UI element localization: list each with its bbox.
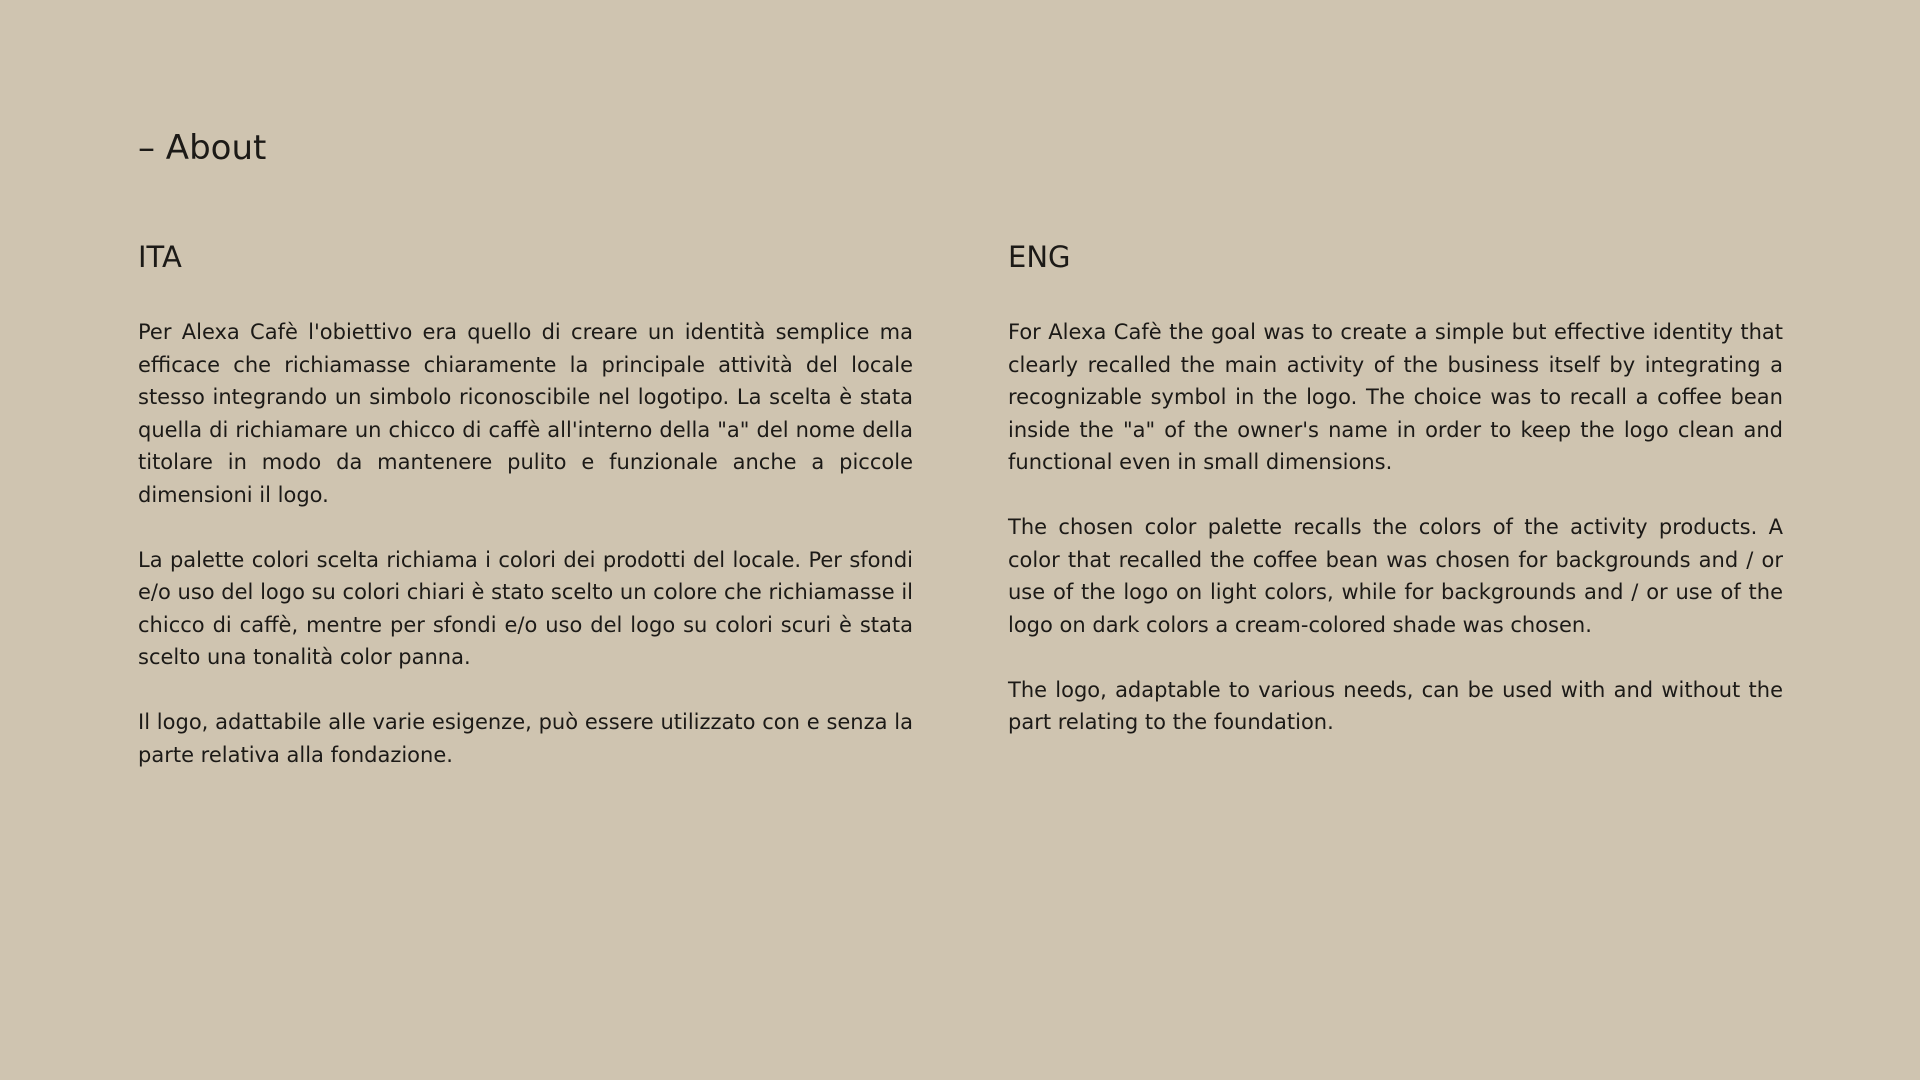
italian-paragraph-1: Per Alexa Cafè l'obiettivo era quello di creare un identità semplice ma efficace che richiamasse chiaramente la principale attività del locale stesso integrando un simbolo riconoscibile nel logotipo. La scelta è stata quella di richiamare un chicco di caffè all'interno della "a" del nome della titolare in modo da mantenere pulito e funzionale anche a piccole dimensioni il logo. — [138, 320, 913, 507]
english-column — [1008, 240, 1783, 771]
italian-body — [138, 316, 913, 771]
english-body — [1008, 316, 1783, 739]
english-paragraph-2: The chosen color palette recalls the colors of the activity products. A color that recalled the coffee bean was chosen for backgrounds and / or use of the logo on light colors, while for backgrounds and / or use of the logo on dark colors a cream-colored shade was chosen. — [1008, 515, 1783, 637]
english-heading: ENG — [1008, 240, 1071, 274]
italian-paragraph-2: La palette colori scelta richiama i colori dei prodotti del locale. Per sfondi e/o uso del logo su colori chiari è stato scelto un colore che richiamasse il chicco di caffè, mentre per sfondi e/o uso del logo su colori scuri è stata scelto una tonalità color panna. — [138, 547, 913, 669]
italian-paragraph-3: Il logo, adattabile alle varie esigenze, può essere utilizzato con e senza la parte relativa alla fondazione. — [138, 710, 913, 767]
italian-column — [138, 240, 913, 804]
page-title: – About — [138, 128, 267, 168]
english-paragraph-3: The logo, adaptable to various needs, can be used with and without the part relating to the foundation. — [1008, 677, 1783, 734]
italian-heading: ITA — [138, 240, 182, 274]
english-paragraph-1: For Alexa Cafè the goal was to create a simple but effective identity that clearly recalled the main activity of the business itself by integrating a recognizable symbol in the logo. The choice was to recall a coffee bean inside the "a" of the owner's name in order to keep the logo clean and functional even in small dimensions. — [1008, 320, 1783, 474]
